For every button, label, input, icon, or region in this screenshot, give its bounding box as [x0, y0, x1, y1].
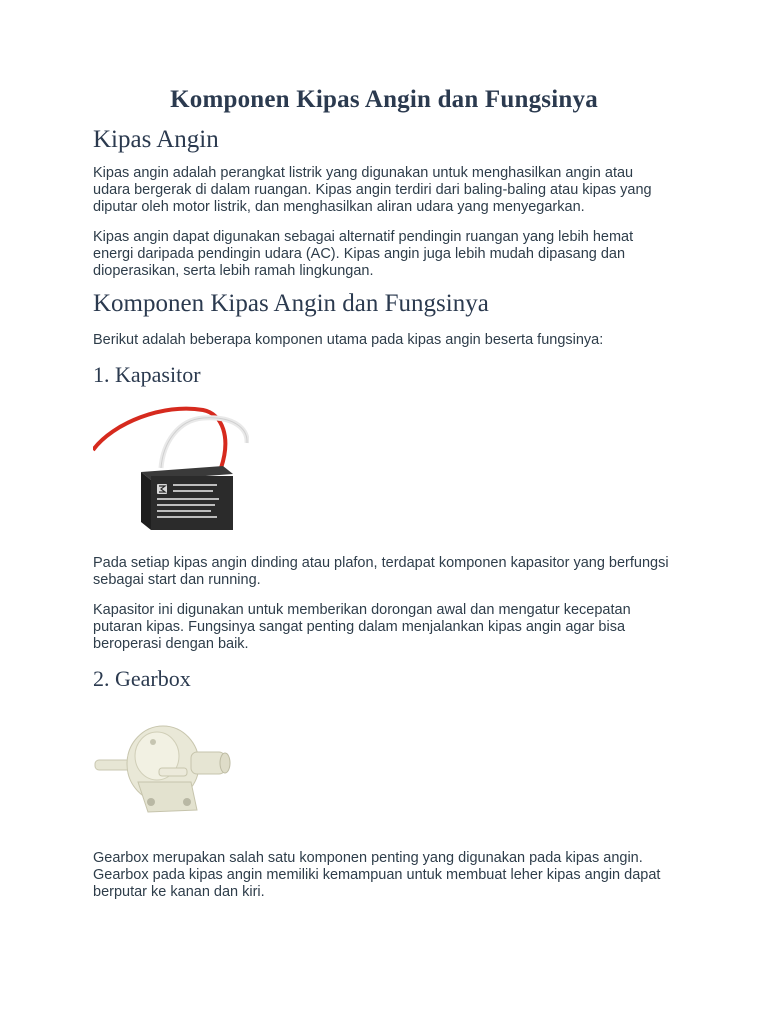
gearbox-image: [93, 702, 233, 840]
paragraph-kapasitor-location: Pada setiap kipas angin dinding atau plafon, terdapat komponen kapasitor yang berfungsi sebagai start dan running.: [93, 555, 669, 588]
paragraph-komponen-intro: Berikut adalah beberapa komponen utama pada kipas angin beserta fungsinya:: [93, 332, 604, 348]
heading-gearbox: 2. Gearbox: [93, 666, 191, 691]
kapasitor-image: [93, 398, 249, 544]
heading-komponen: Komponen Kipas Angin dan Fungsinya: [93, 290, 489, 317]
heading-kapasitor: 1. Kapasitor: [93, 362, 201, 387]
paragraph-gearbox-description: Gearbox merupakan salah satu komponen penting yang digunakan pada kipas angin. Gearbox pada kipas angin memiliki kemampuan untuk membuat leher kipas angin dapat berputar ke kanan dan kiri.: [93, 850, 661, 900]
paragraph-kapasitor-function: Kapasitor ini digunakan untuk memberikan dorongan awal dan mengatur kecepatan putaran kipas. Fungsinya sangat penting dalam menjalankan kipas angin agar bisa beroperasi dengan baik.: [93, 602, 631, 652]
paragraph-kipas-angin-definition: Kipas angin adalah perangkat listrik yang digunakan untuk menghasilkan angin atau udara bergerak di dalam ruangan. Kipas angin terdiri dari baling-baling atau kipas yang diputar oleh motor listrik, dan menghasilkan aliran udara yang menyegarkan.: [93, 165, 652, 215]
heading-kipas-angin: Kipas Angin: [93, 126, 219, 153]
document-title: Komponen Kipas Angin dan Fungsinya: [170, 86, 598, 113]
paragraph-kipas-angin-benefits: Kipas angin dapat digunakan sebagai alternatif pendingin ruangan yang lebih hemat energi daripada pendingin udara (AC). Kipas angin juga lebih mudah dipasang dan dioperasikan, serta lebih ramah lingkungan.: [93, 229, 634, 279]
